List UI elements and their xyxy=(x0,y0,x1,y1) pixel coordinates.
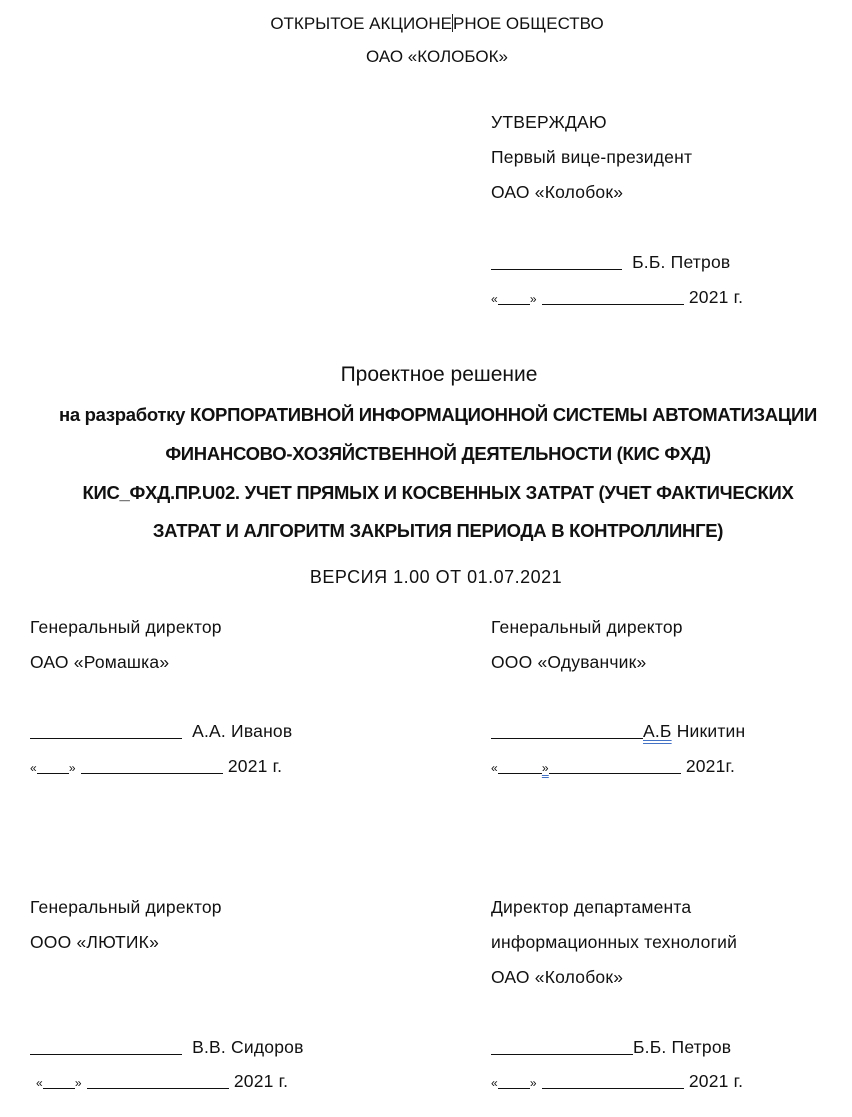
approve-label: УТВЕРЖДАЮ xyxy=(491,112,607,132)
sig4-date-line xyxy=(491,1071,743,1092)
signature-blank xyxy=(30,1053,182,1055)
signature-blank xyxy=(491,1053,633,1055)
month-blank xyxy=(542,303,684,305)
sig2-date-year: 2021г. xyxy=(685,756,736,776)
approver-position: Первый вице-президент xyxy=(491,147,693,167)
document-title-line-2: ФИНАНСОВО-ХОЗЯЙСТВЕННОЙ ДЕЯТЕЛЬНОСТИ (КИС ФХД) xyxy=(165,443,711,464)
sig3-date-line xyxy=(36,1071,288,1092)
sig4-signature-line xyxy=(491,1037,731,1058)
approver-signature-line xyxy=(491,252,730,273)
signature-blank xyxy=(491,737,643,739)
sig2-signature-line xyxy=(491,721,745,742)
month-blank xyxy=(87,1087,229,1089)
sig3-signer: В.В. Сидоров xyxy=(192,1037,304,1057)
quote-close: » xyxy=(529,292,537,306)
month-blank xyxy=(549,772,681,774)
company-short-name: ОАО «КОЛОБОК» xyxy=(366,47,508,66)
month-blank xyxy=(542,1087,684,1089)
sig4-signer: Б.Б. Петров xyxy=(633,1037,732,1057)
sig2-date-line xyxy=(491,756,735,777)
document-title-line-3: КИС_ФХД.ПР.U02. УЧЕТ ПРЯМЫХ И КОСВЕННЫХ ЗАТРАТ (УЧЕТ ФАКТИЧЕСКИХ xyxy=(82,482,794,503)
day-blank xyxy=(498,303,530,305)
sig1-date-year: 2021 г. xyxy=(227,756,283,776)
company-full-name xyxy=(0,14,852,34)
sig2-signer-initials: А.Б xyxy=(643,721,672,741)
sig2-signer-surname: Никитин xyxy=(676,721,746,741)
signature-blank xyxy=(491,268,622,270)
sig3-date-year: 2021 г. xyxy=(233,1071,289,1091)
sig1-signature-line xyxy=(30,721,292,742)
sig4-position-line2: информационных технологий xyxy=(491,932,738,952)
sig1-signer: А.А. Иванов xyxy=(192,721,293,741)
quote-close: » xyxy=(74,1076,82,1090)
document-title-line-1: на разработку КОРПОРАТИВНОЙ ИНФОРМАЦИОННОЙ СИСТЕМЫ АВТОМАТИЗАЦИИ xyxy=(58,404,818,425)
day-blank xyxy=(43,1087,75,1089)
day-blank xyxy=(37,772,69,774)
quote-open: « xyxy=(491,761,498,775)
quote-open: « xyxy=(30,761,37,775)
month-blank xyxy=(81,772,223,774)
day-blank xyxy=(498,772,542,774)
sig1-date-line xyxy=(30,756,282,777)
sig1-position: Генеральный директор xyxy=(30,617,222,637)
day-blank xyxy=(498,1087,530,1089)
quote-open: « xyxy=(491,292,498,306)
document-version: ВЕРСИЯ 1.00 ОТ 01.07.2021 xyxy=(309,567,563,587)
quote-close: » xyxy=(68,761,76,775)
quote-open: « xyxy=(36,1076,43,1090)
sig4-org: ОАО «Колобок» xyxy=(491,967,624,987)
sig3-org: ООО «ЛЮТИК» xyxy=(30,932,160,952)
sig3-signature-line xyxy=(30,1037,304,1058)
sig4-date-year: 2021 г. xyxy=(688,1071,744,1091)
document-type: Проектное решение xyxy=(340,363,538,386)
sig4-position-line1: Директор департамента xyxy=(491,897,692,917)
signature-blank xyxy=(30,737,182,739)
quote-close: » xyxy=(541,761,549,775)
approver-signer: Б.Б. Петров xyxy=(632,252,731,272)
approver-org: ОАО «Колобок» xyxy=(491,182,624,202)
document-title-line-4: ЗАТРАТ И АЛГОРИТМ ЗАКРЫТИЯ ПЕРИОДА В КОНТРОЛЛИНГЕ) xyxy=(152,520,724,541)
sig2-position: Генеральный директор xyxy=(491,617,683,637)
approver-date-line xyxy=(491,287,743,308)
approver-date-year: 2021 г. xyxy=(688,287,744,307)
quote-open: « xyxy=(491,1076,498,1090)
sig2-org: ООО «Одуванчик» xyxy=(491,652,647,672)
sig1-org: ОАО «Ромашка» xyxy=(30,652,170,672)
company-full-name-part2: РНОЕ ОБЩЕСТВО xyxy=(453,14,604,33)
sig3-position: Генеральный директор xyxy=(30,897,222,917)
company-full-name-part1: ОТКРЫТОЕ АКЦИОНЕ xyxy=(270,14,453,33)
quote-close: » xyxy=(529,1076,537,1090)
